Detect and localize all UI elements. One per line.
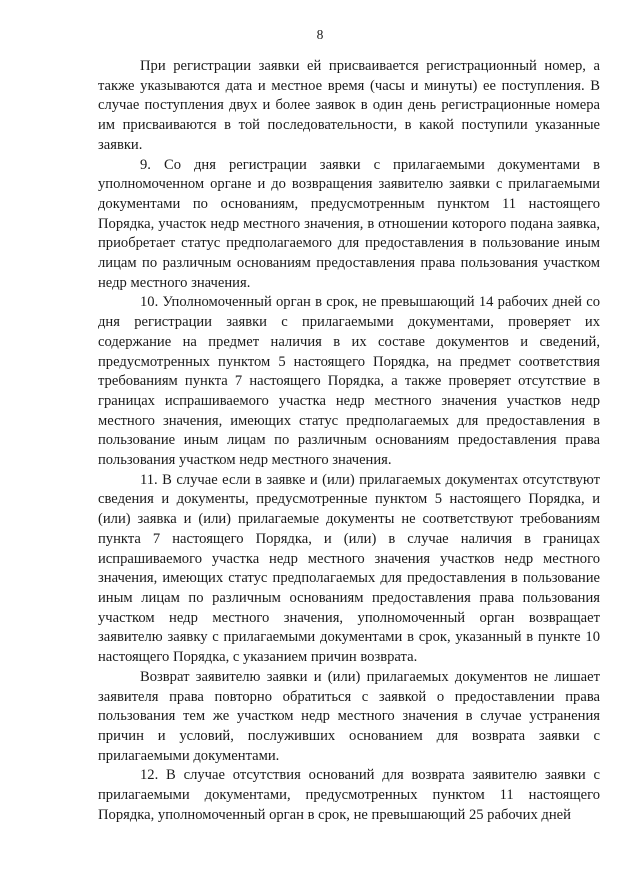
- paragraph-return-note: Возврат заявителю заявки и (или) прилагаемых документов не лишает заявителя права повторно обратиться с заявкой о предоставлении права пользования тем же участком недр местного значения в случае устранения причин и условий, послуживших основанием для возврата заявки с прилагаемыми документами.: [98, 668, 600, 764]
- paragraph-item-10: 10. Уполномоченный орган в срок, не превышающий 14 рабочих дней со дня регистрации заявки с прилагаемыми документами, проверяет их содержание на предмет наличия в их составе документов и сведений, предусмотренных пунктом 5 настоящего Порядка, на предмет соответствия требованиям пункта 7 настоящего Порядка, а также проверяет отсутствие в границах испрашиваемого участка недр местного значения участков недр местного значения, имеющих статус предполагаемых для предоставления в пользование иным лицам по различным основаниям предоставления права пользования участком недр местного значения.: [98, 294, 600, 469]
- paragraph-registration-number: При регистрации заявки ей присваивается регистрационный номер, а также указываются дата и местное время (часы и минуты) ее поступления. В случае поступления двух и более заявок в один день регистрационные номера им присваиваются в той последовательности, в какой поступили указанные заявки.: [98, 58, 600, 153]
- paragraph-item-11: 11. В случае если в заявке и (или) прилагаемых документах отсутствуют сведения и документы, предусмотренные пунктом 5 настоящего Порядка, и (или) заявка и (или) прилагаемые документы не соответствуют требованиям пункта 7 настоящего Порядка, и (или) в случае наличия в границах испрашиваемого участка недр местного значения участков недр местного значения, имеющих статус предполагаемых для предоставления в пользование иным лицам по различным основаниям предоставления права пользования участком недр местного значения, уполномоченный орган возвращает заявителю заявку с прилагаемыми документами в срок, указанный в пункте 10 настоящего Порядка, с указанием причин возврата.: [98, 471, 600, 666]
- page-number: 8: [316, 27, 324, 42]
- paragraph-item-9: 9. Со дня регистрации заявки с прилагаемыми документами в уполномоченном органе и до возвращения заявителю заявки с прилагаемыми документами по основаниям, предусмотренным пунктом 11 настоящего Порядка, участок недр местного значения, в отношении которого подана заявка, приобретает статус предполагаемого для предоставления в пользование иным лицам по различным основаниям предоставления права пользования участком недр местного значения.: [98, 156, 600, 291]
- paragraph-item-12: 12. В случае отсутствия оснований для возврата заявителю заявки с прилагаемыми документами, предусмотренных пунктом 11 настоящего Порядка, уполномоченный орган в срок, не превышающий 25 рабочих дней: [98, 767, 600, 823]
- document-body: [98, 57, 600, 825]
